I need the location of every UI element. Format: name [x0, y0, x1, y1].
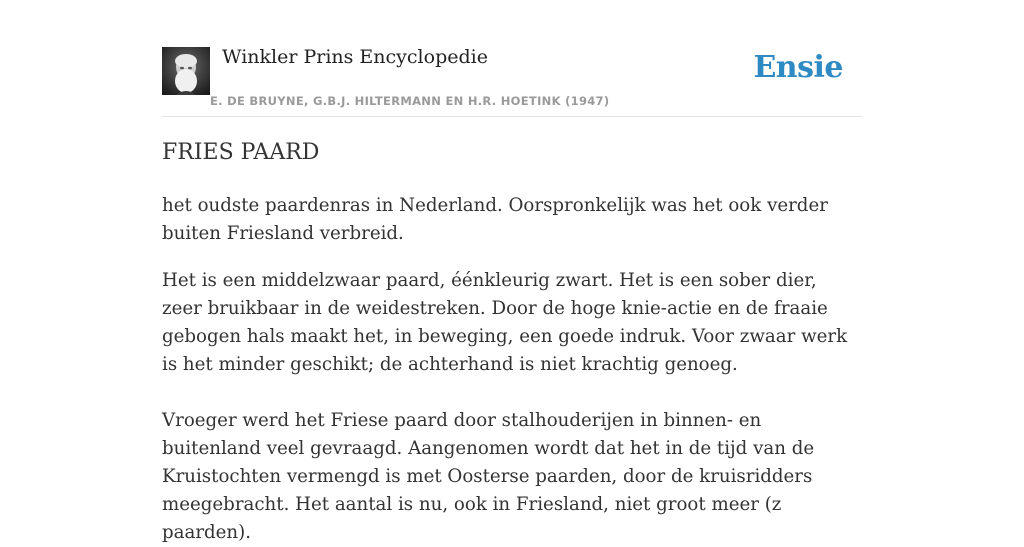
entry-title: FRIES PAARD	[162, 140, 320, 165]
author-credits: E. DE BRUYNE, G.B.J. HILTERMANN EN H.R. HOETINK (1947)	[210, 94, 610, 108]
header	[162, 0, 862, 117]
article-paragraph: Het is een middelzwaar paard, éénkleurig zwart. Het is een sober dier, zeer bruikbaar in de weidestreken. Door de hoge knie-actie en de fraaie gebogen hals maakt het, in beweging, een goede indruk. Voor zwaar werk is het minder geschikt; de achterhand is niet krachtig genoeg.	[162, 270, 848, 375]
article-paragraph: het oudste paardenras in Nederland. Oorspronkelijk was het ook verder buiten Friesland verbreid.	[162, 195, 828, 244]
article-paragraph: Vroeger werd het Friese paard door stalhouderijen in binnen- en buitenland veel gevraagd. Aangenomen wordt dat het in de tijd van de Kruistochten vermengd is met Oosterse paarden, door de kruisridders meegebracht. Het aantal is nu, ook in Friesland, niet groot meer (z paarden).	[162, 410, 815, 543]
author-avatar[interactable]	[162, 47, 210, 95]
page-container	[162, 0, 862, 543]
brand-logo-link[interactable]: Ensie	[753, 50, 843, 85]
encyclopedia-title[interactable]: Winkler Prins Encyclopedie	[222, 46, 488, 68]
portrait-icon	[162, 47, 210, 95]
